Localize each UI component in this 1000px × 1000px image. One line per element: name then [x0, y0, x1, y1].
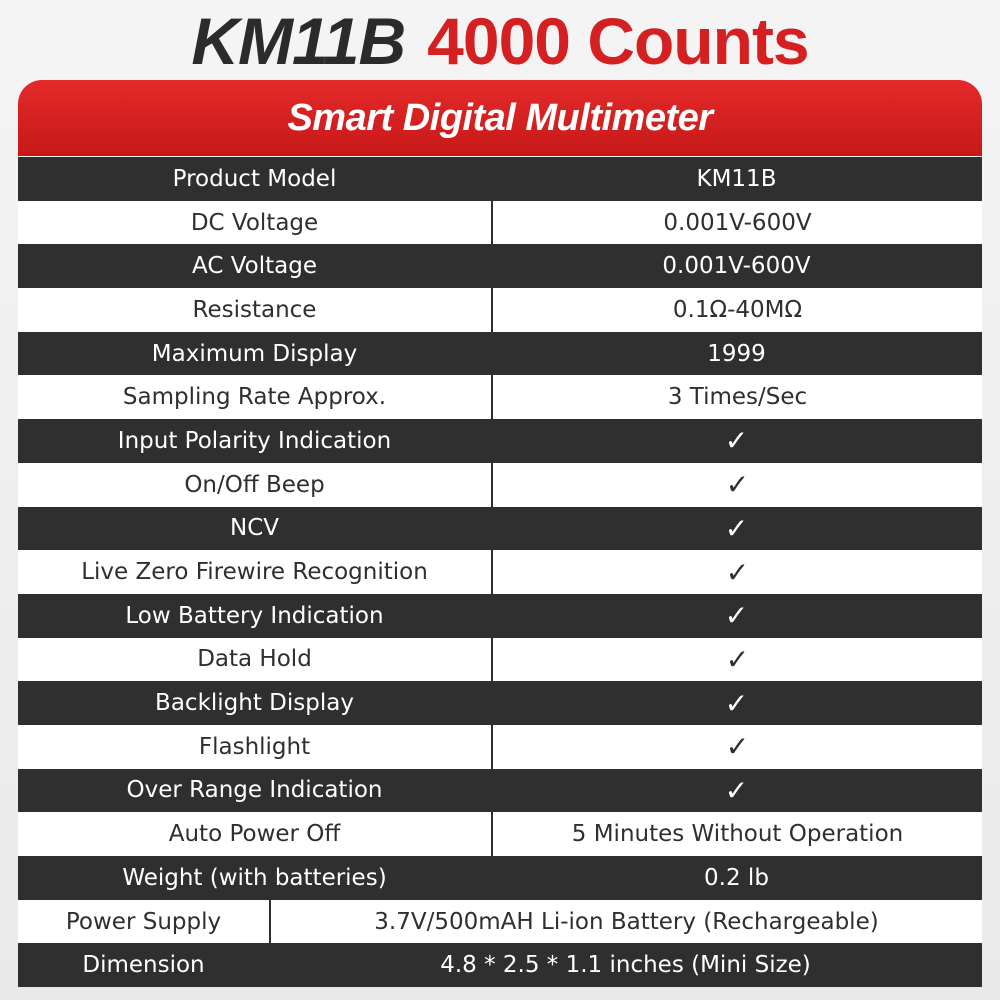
spec-label: DC Voltage	[190, 209, 319, 236]
spec-label: Over Range Indication	[126, 777, 383, 804]
spec-label: Weight (with batteries)	[122, 864, 387, 891]
spec-row	[18, 201, 982, 245]
spec-row	[18, 244, 982, 288]
spec-row	[18, 943, 982, 987]
spec-value: 0.1Ω-40MΩ	[491, 288, 982, 332]
spec-label: Input Polarity Indication	[117, 427, 392, 454]
spec-label: Backlight Display	[155, 690, 354, 717]
spec-value: 3.7V/500mAH Li-ion Battery (Rechargeable)	[269, 900, 982, 944]
spec-row	[18, 638, 982, 682]
spec-label: Sampling Rate Approx.	[122, 384, 387, 411]
spec-row	[18, 507, 982, 551]
check-icon: ✓	[724, 686, 749, 720]
spec-label: On/Off Beep	[184, 471, 325, 498]
spec-row	[18, 375, 982, 419]
spec-label: Live Zero Firewire Recognition	[81, 559, 428, 586]
spec-label: AC Voltage	[192, 253, 317, 280]
spec-label: Dimension	[82, 952, 205, 979]
spec-label: Low Battery Indication	[125, 602, 384, 629]
spec-label: Maximum Display	[151, 340, 358, 367]
spec-value: 0.001V-600V	[491, 201, 982, 245]
spec-row	[18, 288, 982, 332]
spec-value: 5 Minutes Without Operation	[491, 812, 982, 856]
check-icon: ✓	[491, 725, 982, 769]
spec-label: Data Hold	[197, 646, 312, 673]
spec-value: 3 Times/Sec	[491, 375, 982, 419]
spec-row	[18, 856, 982, 900]
spec-value: 4.8 * 2.5 * 1.1 inches (Mini Size)	[440, 952, 811, 979]
spec-label: Product Model	[172, 165, 337, 192]
spec-label: NCV	[230, 515, 279, 542]
spec-row	[18, 900, 982, 944]
spec-row	[18, 550, 982, 594]
check-icon: ✓	[724, 773, 749, 807]
spec-row	[18, 681, 982, 725]
spec-row	[18, 594, 982, 638]
spec-row	[18, 419, 982, 463]
spec-value: KM11B	[696, 165, 777, 192]
spec-value: 1999	[707, 340, 766, 367]
check-icon: ✓	[491, 463, 982, 507]
spec-row	[18, 157, 982, 201]
title-counts: 4000 Counts	[427, 4, 809, 78]
spec-value: 0.2 lb	[704, 864, 769, 891]
spec-row	[18, 769, 982, 813]
page-title	[0, 0, 1000, 82]
check-icon: ✓	[724, 424, 749, 458]
spec-label: Resistance	[192, 296, 317, 323]
spec-row	[18, 725, 982, 769]
check-icon: ✓	[724, 599, 749, 633]
spec-label: Flashlight	[198, 733, 311, 760]
spec-row	[18, 332, 982, 376]
spec-label: Power Supply	[65, 908, 222, 935]
spec-row	[18, 463, 982, 507]
spec-value: 0.001V-600V	[662, 253, 811, 280]
check-icon: ✓	[491, 638, 982, 682]
subtitle-banner: Smart Digital Multimeter	[18, 80, 982, 156]
title-model: KM11B	[191, 4, 406, 78]
check-icon: ✓	[491, 550, 982, 594]
spec-label: Auto Power Off	[168, 821, 341, 848]
spec-table	[18, 157, 982, 987]
spec-row	[18, 812, 982, 856]
check-icon: ✓	[724, 511, 749, 545]
